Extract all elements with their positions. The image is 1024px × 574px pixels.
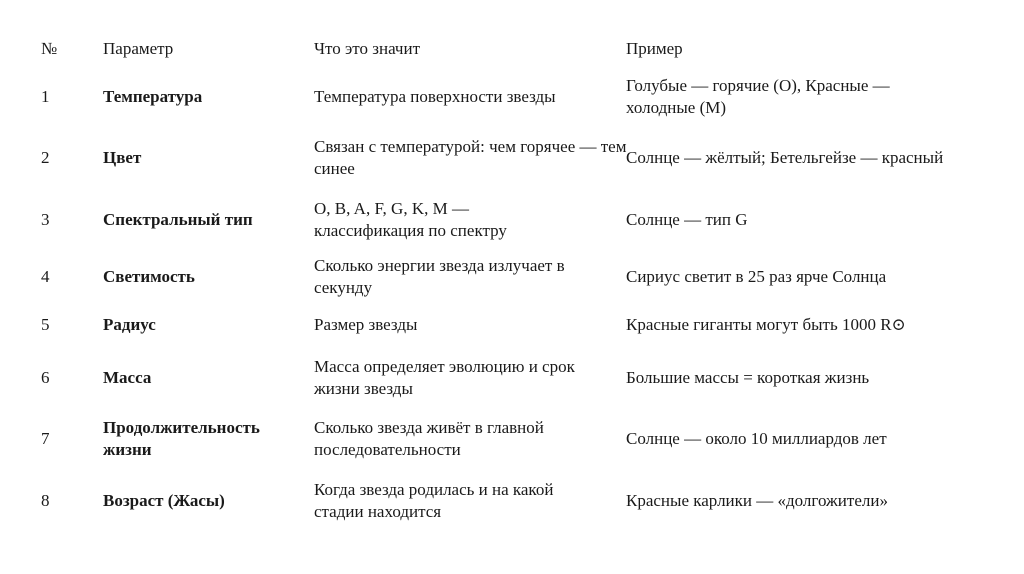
table-row <box>0 72 1024 122</box>
row-param: Спектральный тип <box>103 210 253 229</box>
header-param: Параметр <box>103 39 174 58</box>
row-num: 6 <box>41 368 50 387</box>
row-param: Масса <box>103 368 152 387</box>
row-example: Большие массы = короткая жизнь <box>626 368 870 387</box>
table-row <box>0 353 1024 403</box>
row-example: Солнце — тип G <box>626 210 748 229</box>
table-row <box>0 252 1024 302</box>
header-num: № <box>41 39 58 58</box>
row-num: 5 <box>41 315 50 334</box>
row-meaning: Масса определяет эволюцию и срок жизни звезды <box>314 357 575 398</box>
row-meaning: Сколько звезда живёт в главной последовательности <box>314 418 544 459</box>
row-meaning: Сколько энергии звезда излучает в секунду <box>314 256 565 297</box>
header-meaning: Что это значит <box>314 39 421 58</box>
row-param: Радиус <box>103 315 156 334</box>
row-num: 1 <box>41 87 50 106</box>
row-example: Красные карлики — «долгожители» <box>626 491 888 510</box>
row-param: Цвет <box>103 148 142 167</box>
row-param: Возраст (Жасы) <box>103 491 225 510</box>
row-example: Сириус светит в 25 раз ярче Солнца <box>626 267 887 286</box>
row-example: Солнце — жёлтый; Бетельгейзе — красный <box>626 148 944 167</box>
table-header-row <box>0 34 1024 64</box>
row-num: 3 <box>41 210 50 229</box>
table-row <box>0 476 1024 526</box>
row-meaning: Температура поверхности звезды <box>314 87 556 106</box>
row-param: Светимость <box>103 267 195 286</box>
row-param: Температура <box>103 87 203 106</box>
row-num: 4 <box>41 267 50 286</box>
row-meaning: Связан с температурой: чем горячее — тем синее <box>314 137 627 178</box>
table-row <box>0 310 1024 340</box>
row-example: Красные гиганты могут быть 1000 R⊙ <box>626 315 906 334</box>
row-num: 8 <box>41 491 50 510</box>
table-row <box>0 195 1024 245</box>
row-example: Голубые — горячие (O), Красные — холодные (M) <box>626 76 890 117</box>
row-param: Продолжительность жизни <box>103 418 260 459</box>
header-example: Пример <box>626 39 683 58</box>
row-meaning: O, B, A, F, G, K, M — классификация по спектру <box>314 199 507 240</box>
row-example: Солнце — около 10 миллиардов лет <box>626 429 887 448</box>
row-meaning: Когда звезда родилась и на какой стадии находится <box>314 480 554 521</box>
table-row <box>0 414 1024 464</box>
table-row <box>0 133 1024 183</box>
row-num: 7 <box>41 429 50 448</box>
row-num: 2 <box>41 148 50 167</box>
row-meaning: Размер звезды <box>314 315 418 334</box>
